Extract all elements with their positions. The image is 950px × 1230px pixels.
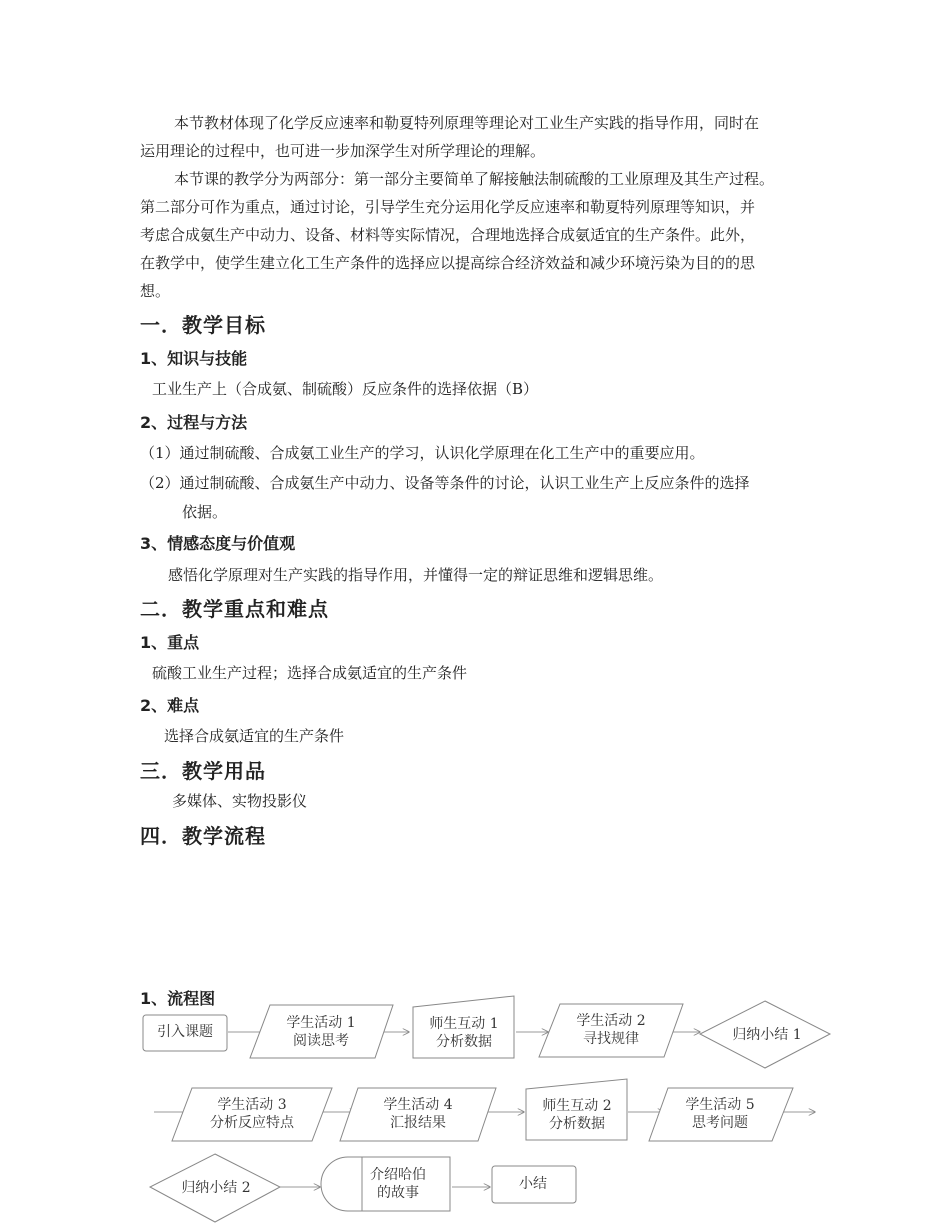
teaching-materials-text: 多媒体、实物投影仪 [172,792,308,810]
section-4-title: 四．教学流程 [140,824,266,848]
svg-text:学生活动 5: 学生活动 5 [685,1097,755,1113]
svg-text:引入课题: 引入课题 [157,1024,213,1040]
svg-text:分析数据: 分析数据 [549,1116,605,1132]
heading-attitude-values: 3、情感态度与价值观 [140,534,296,553]
flow-node-intro [143,1015,227,1051]
intro-paragraph-2-line-3: 考虑合成氨生产中动力、设备、材料等实际情况，合理地选择合成氨适宜的生产条件。此外， [140,226,756,244]
flow-node-haber-story [321,1157,450,1211]
heading-difficulties: 2、难点 [140,696,200,715]
svg-text:分析数据: 分析数据 [436,1034,492,1050]
knowledge-skills-text: 工业生产上（合成氨、制硫酸）反应条件的选择依据（B） [152,380,539,398]
svg-text:学生活动 1: 学生活动 1 [286,1015,356,1031]
intro-paragraph-2-line-2: 第二部分可作为重点，通过讨论，引导学生充分运用化学反应速率和勒夏特列原理等知识，并 [140,198,756,216]
key-points-text: 硫酸工业生产过程；选择合成氨适宜的生产条件 [152,664,468,682]
intro-paragraph-1-line-2: 运用理论的过程中，也可进一步加深学生对所学理论的理解。 [140,142,546,160]
svg-text:寻找规律: 寻找规律 [583,1031,639,1047]
intro-paragraph-2-line-1: 本节课的教学分为两部分：第一部分主要简单了解接触法制硫酸的工业原理及其生产过程。 [174,170,775,188]
section-1-title: 一．教学目标 [140,313,266,337]
svg-text:小结: 小结 [519,1176,547,1192]
svg-text:阅读思考: 阅读思考 [293,1033,349,1049]
svg-text:归纳小结 2: 归纳小结 2 [181,1180,251,1196]
flow-node-student-activity-3 [172,1088,332,1141]
intro-paragraph-2-line-4: 在教学中，使学生建立化工生产条件的选择应以提高综合经济效益和减少环境污染为目的的思 [140,254,756,272]
flow-node-teacher-student-2 [526,1079,627,1140]
difficulties-text: 选择合成氨适宜的生产条件 [164,727,345,745]
heading-key-points: 1、重点 [140,633,200,652]
svg-text:学生活动 3: 学生活动 3 [217,1097,287,1113]
heading-flowchart: 1、流程图 [140,989,216,1008]
flow-node-student-activity-1 [250,1005,393,1058]
heading-knowledge-skills: 1、知识与技能 [140,349,248,368]
svg-text:分析反应特点: 分析反应特点 [210,1115,294,1131]
svg-text:汇报结果: 汇报结果 [390,1115,446,1131]
flow-node-teacher-student-1 [413,996,514,1058]
svg-text:介绍哈伯: 介绍哈伯 [370,1167,426,1183]
flow-node-summary-1 [700,1001,830,1068]
heading-process-methods: 2、过程与方法 [140,413,248,432]
flow-node-summary-2 [150,1154,280,1222]
svg-text:学生活动 4: 学生活动 4 [383,1097,453,1113]
svg-text:归纳小结 1: 归纳小结 1 [732,1027,802,1043]
flow-node-student-activity-5 [649,1088,793,1141]
svg-text:思考问题: 思考问题 [692,1115,748,1131]
intro-paragraph-1-line-1: 本节教材体现了化学反应速率和勒夏特列原理等理论对工业生产实践的指导作用，同时在 [174,114,760,132]
process-item-2-line-2: 依据。 [182,503,228,521]
attitude-values-text: 感悟化学原理对生产实践的指导作用，并懂得一定的辩证思维和逻辑思维。 [168,566,664,584]
process-item-1: （1）通过制硫酸、合成氨工业生产的学习，认识化学原理在化工生产中的重要应用。 [140,444,705,462]
flow-node-end-summary [492,1166,576,1203]
teaching-flowchart [0,985,950,1230]
svg-text:师生互动 2: 师生互动 2 [542,1098,612,1114]
flow-node-student-activity-2 [539,1004,683,1057]
svg-text:学生活动 2: 学生活动 2 [576,1013,646,1029]
process-item-2-line-1: （2）通过制硫酸、合成氨生产中动力、设备等条件的讨论，认识工业生产上反应条件的选择 [140,474,750,492]
svg-text:的故事: 的故事 [377,1185,419,1201]
flow-node-student-activity-4 [340,1088,496,1141]
section-3-title: 三．教学用品 [140,759,266,783]
svg-text:师生互动 1: 师生互动 1 [429,1016,499,1032]
section-2-title: 二．教学重点和难点 [140,597,329,621]
intro-paragraph-2-line-5: 想。 [140,282,171,300]
